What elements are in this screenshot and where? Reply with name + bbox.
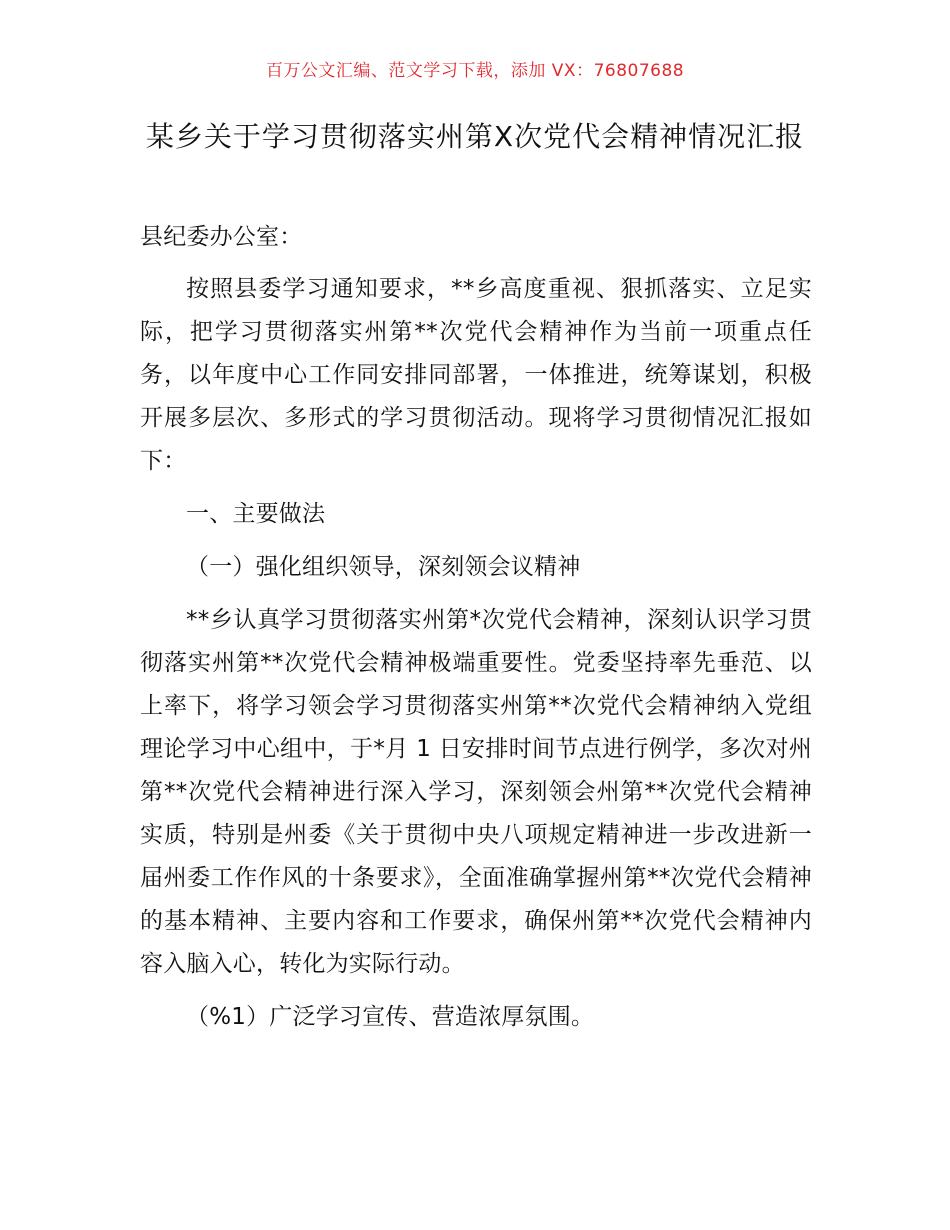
promo-header: 百万公文汇编、范文学习下载，添加 VX：76807688	[265, 61, 685, 81]
salutation: 县纪委办公室：	[140, 224, 303, 250]
document-title: 某乡关于学习贯彻落实州第Ⅹ次党代会精神情况汇报	[145, 120, 805, 153]
document-body	[140, 216, 812, 1049]
subsection-heading-1: （一）强化组织领导，深刻领会议精神	[186, 554, 581, 580]
intro-paragraph: 按照县委学习通知要求，**乡高度重视、狠抓落实、立足实际，把学习贯彻落实州第**次党代会精神作为当前一项重点任务，以年度中心工作同安排同部署，一体推进，统筹谋划，积极开展多层次、多形式的学习贯彻活动。现将学习贯彻情况汇报如下：	[140, 276, 812, 474]
section-heading-1: 一、主要做法	[186, 501, 326, 527]
subsection-paragraph-1: **乡认真学习贯彻落实州第*次党代会精神，深刻认识学习贯彻落实州第**次党代会精神极端重要性。党委坚持率先垂范、以上率下，将学习领会学习贯彻落实州第**次党代会精神纳入党组理论学习中心组中，于*月 1 日安排时间节点进行例学，多次对州第**次党代会精神进行深入学习，深刻领会州第**次党代会精神实质，特别是州委《关于贯彻中央八项规定精神进一步改进新一届州委工作作风的十条要求》，全面准确掌握州第**次党代会精神的基本精神、主要内容和工作要求，确保州第**次党代会精神内容入脑入心，转化为实际行动。	[140, 607, 812, 977]
subsection-heading-2: （%1）广泛学习宣传、营造浓厚氛围。	[186, 1004, 595, 1030]
